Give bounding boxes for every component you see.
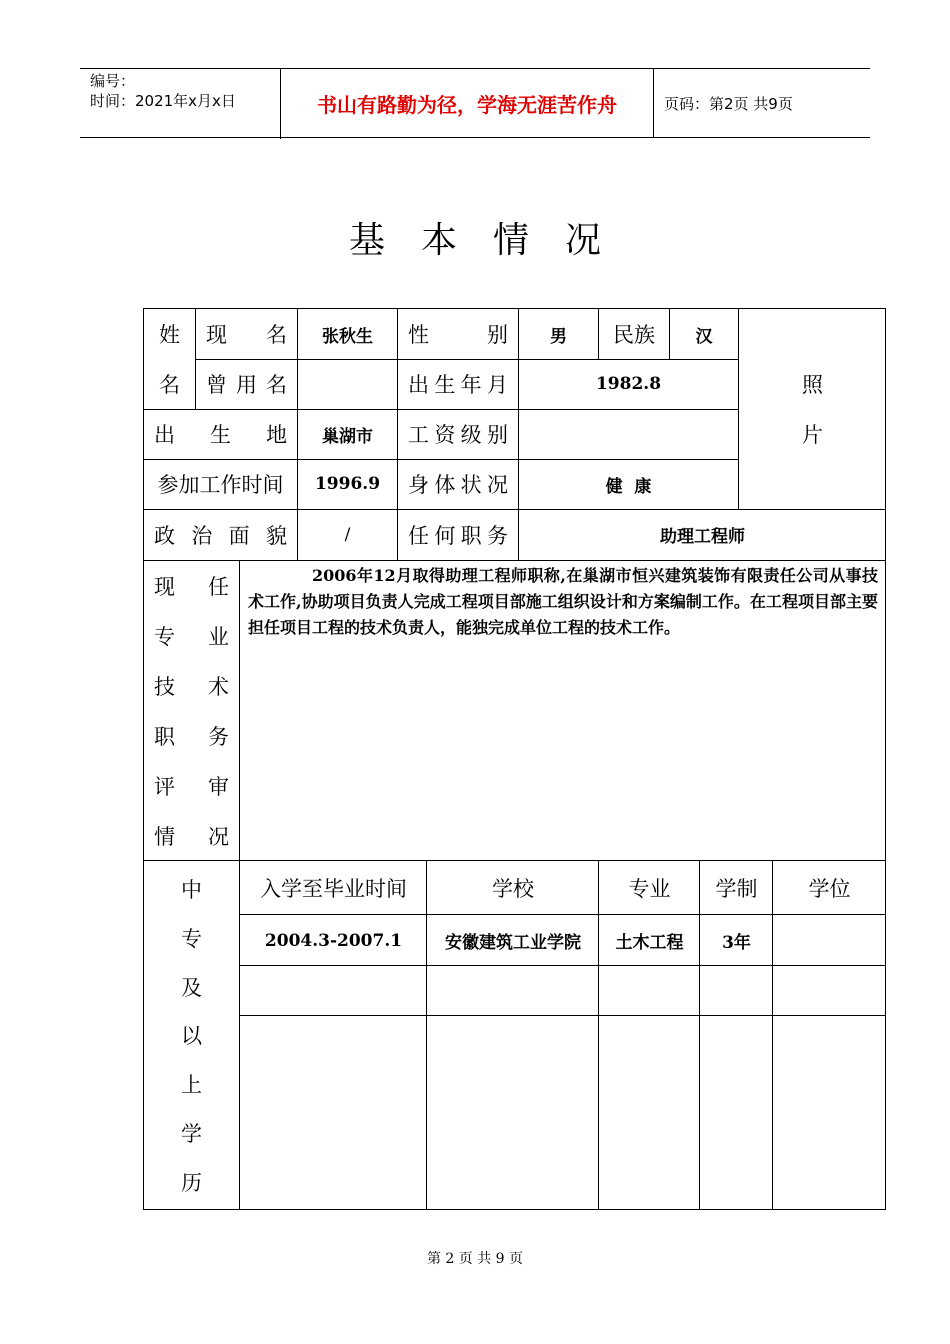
gender-label: 性 别 — [408, 323, 508, 347]
health-label: 身 体 状 况 — [408, 473, 508, 497]
education-label-char: 学 — [181, 1121, 202, 1146]
review-label-char: 职 — [154, 725, 175, 749]
education-cell: 土木工程 — [615, 933, 684, 953]
review-label-char: 业 — [208, 625, 229, 649]
political-label: 政 治 面 貌 — [154, 523, 287, 548]
salary-value — [519, 409, 738, 459]
time-label: 时间：2021年x月x日 — [90, 92, 236, 110]
review-label — [144, 561, 239, 860]
gender-value: 男 — [550, 326, 567, 347]
page-header — [80, 68, 870, 138]
photo-area: 照 片 — [802, 373, 823, 447]
ethnicity-value: 汉 — [695, 326, 713, 347]
education-cell — [700, 966, 773, 1016]
header-page-code: 页码：第2页 共9页 — [664, 94, 793, 113]
review-label-char: 评 — [154, 775, 175, 799]
former-name-value — [298, 359, 397, 409]
review-label-char: 技 — [154, 675, 175, 699]
education-cell — [427, 966, 599, 1016]
education-cell: 安徽建筑工业学院 — [445, 933, 581, 953]
education-header-cell: 学制 — [715, 877, 758, 901]
work-start-value: 1996.9 — [314, 474, 381, 494]
name-label-part2: 名 — [159, 373, 180, 397]
birthplace-value: 巢湖市 — [322, 426, 373, 447]
education-cell — [599, 966, 700, 1016]
health-value: 健 康 — [605, 476, 652, 497]
education-cell — [599, 1016, 700, 1210]
education-cell — [700, 1016, 773, 1210]
education-label — [144, 861, 239, 1210]
review-label-char: 术 — [208, 675, 229, 699]
work-start-label: 参加工作时间 — [157, 473, 284, 497]
former-name-label: 曾 用 名 — [206, 373, 287, 397]
education-cell — [773, 915, 886, 966]
current-name-value: 张秋生 — [322, 326, 373, 347]
education-label-char: 中 — [181, 878, 202, 903]
salary-label: 工 资 级 别 — [408, 423, 508, 447]
header-meta — [80, 69, 281, 139]
review-label-char: 审 — [208, 775, 229, 799]
review-label-char: 任 — [208, 575, 229, 599]
education-cell: 3年 — [722, 933, 751, 953]
political-value: / — [344, 524, 351, 545]
education-header-cell: 学校 — [492, 877, 534, 901]
education-cell — [427, 1016, 599, 1210]
review-label-char: 情 — [154, 825, 175, 849]
review-text: 2006年12月取得助理工程师职称,在巢湖市恒兴建筑装饰有限责任公司从事技术工作,协助项目负责人完成工程项目部施工组织设计和方案编制工作。在工程项目部主要担任项目工程的技术负责人，能独完成单位工程的技术工作。 — [248, 566, 878, 637]
page-footer: 第 2 页 共 9 页 — [426, 1251, 524, 1267]
position-label: 任 何 职 务 — [408, 523, 508, 548]
birth-label: 出 生 年 月 — [408, 373, 508, 397]
education-header-cell: 学位 — [808, 877, 851, 901]
review-label-char: 专 — [154, 625, 175, 649]
review-label-char: 现 — [154, 575, 175, 599]
education-label-char: 上 — [181, 1073, 202, 1098]
education-header-cell: 专业 — [628, 877, 671, 901]
page-title: 基本情况 — [348, 220, 637, 261]
education-header-cell: 入学至毕业时间 — [260, 877, 407, 901]
review-label-char: 况 — [208, 825, 229, 849]
position-value: 助理工程师 — [660, 527, 745, 547]
birthplace-label: 出 生 地 — [154, 423, 287, 447]
basic-info-table — [143, 308, 886, 1210]
education-label-char: 及 — [181, 975, 202, 1000]
education-cell — [240, 966, 427, 1016]
education-label-char: 历 — [181, 1170, 202, 1195]
education-label-char: 专 — [181, 927, 202, 952]
number-label: 编号： — [90, 72, 136, 90]
name-label-part1: 姓 — [159, 323, 180, 347]
current-name-label: 现 名 — [206, 323, 287, 347]
birth-value: 1982.8 — [595, 374, 662, 394]
header-motto: 书山有路勤为径，学海无涯苦作舟 — [281, 69, 654, 137]
ethnicity-label: 民族 — [613, 323, 655, 347]
review-label-char: 务 — [208, 725, 229, 749]
education-cell — [773, 966, 886, 1016]
education-cell — [773, 1016, 886, 1210]
education-cell — [240, 1016, 427, 1210]
education-cell: 2004.3-2007.1 — [264, 930, 403, 951]
education-label-char: 以 — [181, 1024, 202, 1049]
